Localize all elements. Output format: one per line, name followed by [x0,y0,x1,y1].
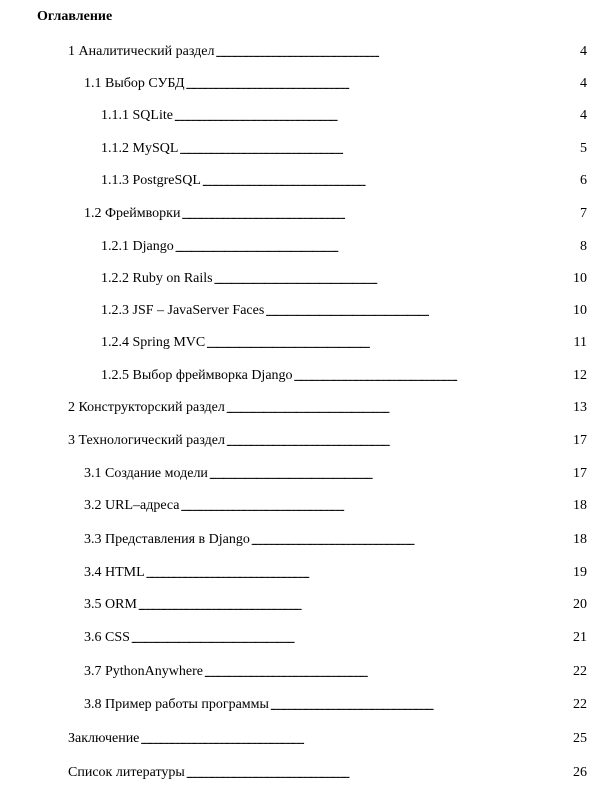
dot-leader [186,767,572,783]
toc-entry[interactable] [68,433,587,449]
toc-entry-page: 6 [580,173,587,188]
toc-entry-page: 13 [573,400,587,415]
toc-entry-label: 3.3 Представления в Django [84,532,250,547]
toc-entry[interactable] [101,271,587,287]
toc-entry-label: 3 Технологический раздел [68,433,225,448]
dot-leader [179,143,579,159]
toc-entry-label: 3.8 Пример работы программы [84,697,269,712]
toc-entry-label: 3.4 HTML [84,565,145,580]
toc-entry-label: 3.5 ORM [84,597,137,612]
dot-leader [251,534,572,550]
toc-entry-page: 17 [573,466,587,481]
dot-leader [175,241,579,257]
toc-entry-page: 4 [580,76,587,91]
toc-entry-label: 1.1.2 MySQL [101,141,179,156]
toc-title: Оглавление [37,9,113,24]
toc-entry-page: 25 [573,731,587,746]
toc-entry-page: 22 [573,664,587,679]
dot-leader [265,305,572,321]
dot-leader [138,599,572,615]
toc-entry-label: 1.1.3 PostgreSQL [101,173,201,188]
toc-entry[interactable] [84,76,587,92]
toc-entry[interactable] [68,731,587,747]
toc-entry-label: 1.1.1 SQLite [101,108,173,123]
toc-entry[interactable] [84,466,587,482]
dot-leader [146,567,572,583]
dot-leader [215,46,579,62]
toc-entry-page: 7 [580,206,587,221]
dot-leader [131,632,572,648]
toc-entry-page: 8 [580,239,587,254]
toc-entry[interactable] [84,597,587,613]
dot-leader [226,402,572,418]
toc-entry-page: 22 [573,697,587,712]
toc-entry-page: 20 [573,597,587,612]
dot-leader [226,435,572,451]
toc-entry-label: 3.6 CSS [84,630,130,645]
dot-leader [181,500,573,516]
toc-entry[interactable] [101,239,587,255]
toc-entry-page: 11 [573,335,587,350]
toc-entry-page: 10 [573,271,587,286]
dot-leader [204,666,572,682]
dot-leader [209,468,572,484]
dot-leader [206,337,572,353]
dot-leader [214,273,572,289]
dot-leader [202,175,579,191]
toc-entry-label: Заключение [68,731,140,746]
toc-entry[interactable] [84,206,587,222]
toc-entry-label: 1.2.3 JSF – JavaServer Faces [101,303,265,318]
dot-leader [181,208,579,224]
toc-entry-label: 1.2.5 Выбор фреймворка Django [101,368,293,383]
toc-entry-page: 12 [573,368,587,383]
toc-entry-label: 3.1 Создание модели [84,466,208,481]
toc-entry[interactable] [68,400,587,416]
toc-entry[interactable] [84,630,587,646]
toc-entry-label: Список литературы [68,765,185,780]
dot-leader [270,699,572,715]
toc-entry[interactable] [84,664,587,680]
toc-entry-label: 1.2.4 Spring MVC [101,335,206,350]
toc-entry-page: 5 [580,141,587,156]
toc-entry-page: 4 [580,108,587,123]
toc-entry-page: 18 [573,532,587,547]
toc-entry-page: 10 [573,303,587,318]
dot-leader [294,370,572,386]
toc-entry-label: 1.2.1 Django [101,239,174,254]
toc-entry-page: 26 [573,765,587,780]
toc-entry[interactable] [101,335,587,351]
toc-entry-label: 2 Конструкторский раздел [68,400,225,415]
toc-entry-label: 1 Аналитический раздел [68,44,215,59]
toc-entry[interactable] [84,565,587,581]
toc-entry[interactable] [101,108,587,124]
toc-entry[interactable] [101,303,587,319]
toc-entry[interactable] [101,368,587,384]
toc-entry[interactable] [68,44,587,60]
toc-entry-label: 1.1 Выбор СУБД [84,76,185,91]
toc-entry[interactable] [68,765,587,781]
dot-leader [140,733,572,749]
toc-entry-page: 17 [573,433,587,448]
toc-entry-label: 1.2.2 Ruby on Rails [101,271,213,286]
dot-leader [174,110,579,126]
toc-entry[interactable] [84,697,587,713]
toc-entry-label: 1.2 Фреймворки [84,206,181,221]
toc-entry-page: 19 [573,565,587,580]
toc-entry-label: 3.2 URL–адреса [84,498,180,513]
toc-entry[interactable] [101,173,587,189]
toc-entry[interactable] [101,141,587,157]
toc-entry[interactable] [84,498,587,514]
toc-entry-page: 21 [573,630,587,645]
toc-entry-label: 3.7 PythonAnywhere [84,664,203,679]
dot-leader [186,78,580,94]
toc-entry[interactable] [84,532,587,548]
toc-entry-page: 18 [573,498,587,513]
toc-entry-page: 4 [580,44,587,59]
